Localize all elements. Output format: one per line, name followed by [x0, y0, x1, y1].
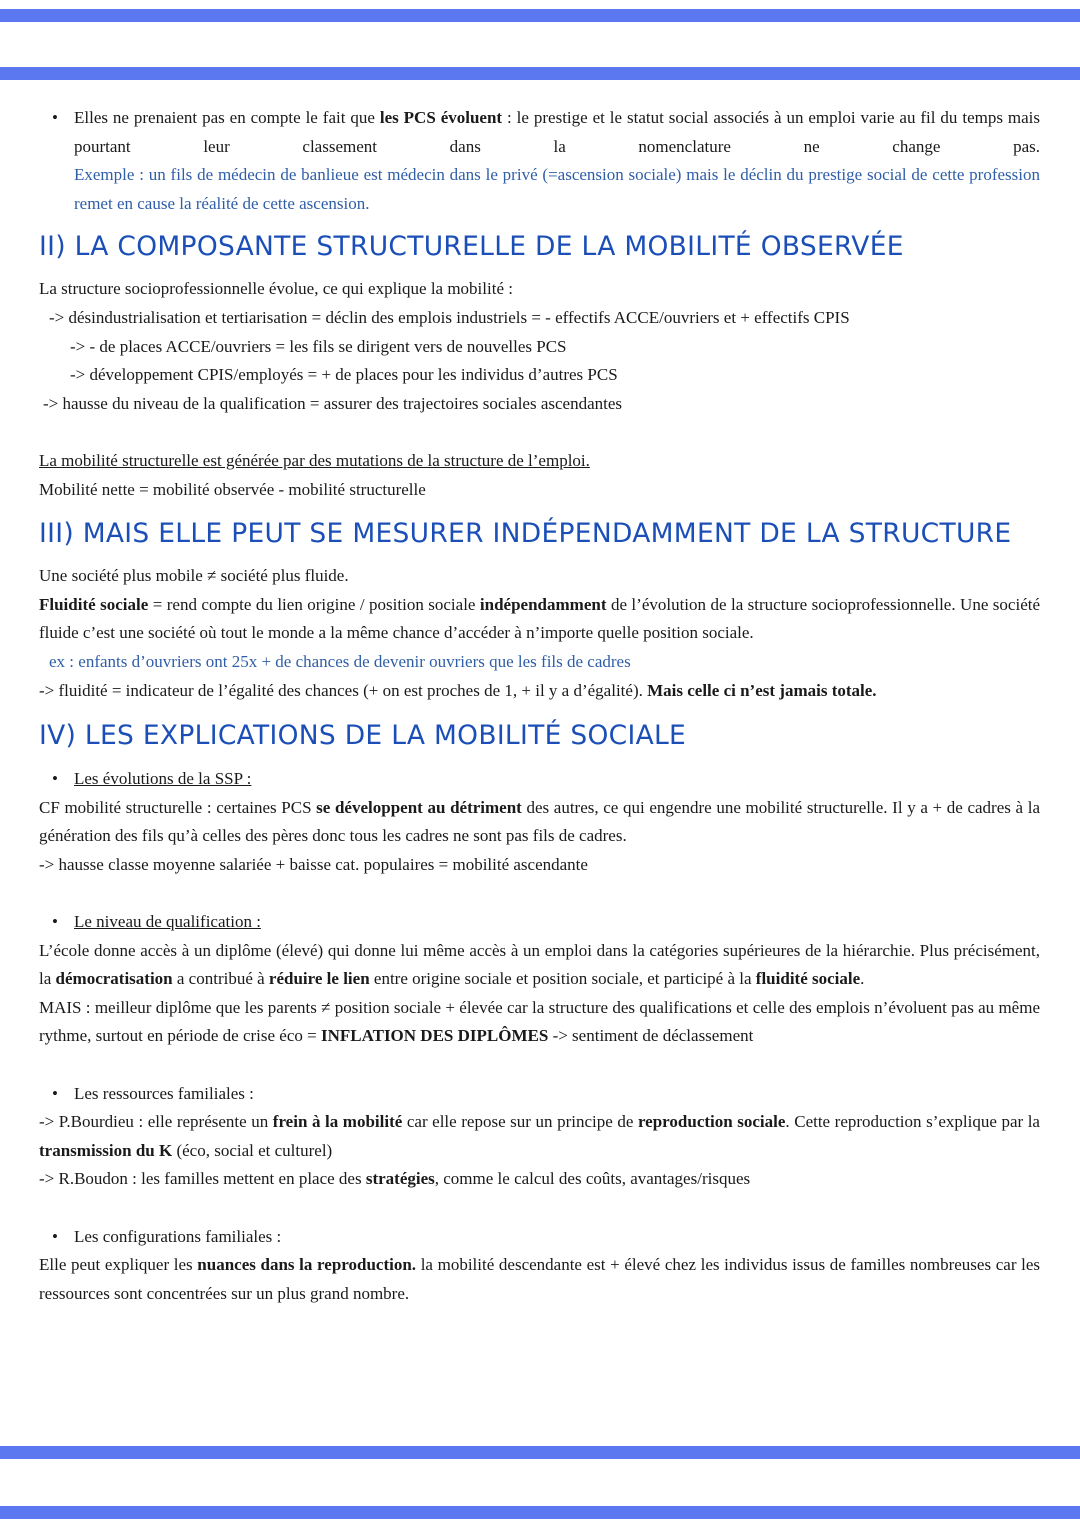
spacer: [39, 1194, 1040, 1223]
qualif-paragraph: L’école donne accès à un diplôme (élevé) qui donne lui même accès à un emploi dans la catégories supérieures de la hiérarchie. Plus précisément, la démocratisation a contribué à réduire le lien entre origine sociale et position sociale, et participé à la fluidité sociale.: [39, 940, 1040, 989]
s2-line: La structure socioprofessionnelle évolue, ce qui explique la mobilité :: [39, 279, 513, 299]
s2-definition: La mobilité structurelle est générée par des mutations de la structure de l’emploi.: [39, 450, 590, 470]
spacer: [39, 879, 1040, 908]
config-list: [39, 1223, 1040, 1252]
s3-fluidity-paragraph: Fluidité sociale = rend compte du lien origine / position sociale indépendamment de l’évolution de la structure socioprofessionnelle. Une société fluide c’est une société où tout le monde a la même chance d’accéder à n’importe quelle position sociale.: [39, 594, 1041, 643]
s2-formula: Mobilité nette = mobilité observée - mobilité structurelle: [39, 479, 426, 499]
qualif-mais-paragraph: MAIS : meilleur diplôme que les parents ≠ position sociale + élevée car la structure des qualifications et celle des emplois n’évoluent pas au même rythme, surtout en période de crise éco = INFLATION DES DIPLÔMES -> sentiment de déclassement: [39, 997, 1040, 1046]
list-item: [74, 104, 1040, 218]
qualif-list: [39, 908, 1040, 937]
top-band-lower: [0, 67, 1080, 80]
list-item: • Les ressources familiales :: [74, 1080, 1040, 1109]
s2-line: -> désindustrialisation et tertiarisation = déclin des emplois industriels = - effectifs ACCE/ouvriers et + effectifs CPIS: [49, 307, 850, 327]
ressources-list: [39, 1080, 1040, 1109]
list-item: • Le niveau de qualification :: [74, 908, 1040, 937]
s3-last-line: -> fluidité = indicateur de l’égalité des chances (+ on est proches de 1, + il y a d’égalité). Mais celle ci n’est jamais totale.: [39, 680, 877, 700]
s2-line: -> hausse du niveau de la qualification = assurer des trajectoires sociales ascendantes: [43, 393, 623, 413]
intro-list: [39, 104, 1040, 218]
s2-line: -> développement CPIS/employés = + de places pour les individus d’autres PCS: [70, 365, 618, 385]
top-band-upper: [0, 9, 1080, 22]
s3-example: ex : enfants d’ouvriers ont 25x + de chances de devenir ouvriers que les fils de cadres: [49, 651, 631, 671]
bottom-band-lower: [0, 1506, 1080, 1519]
intro-paragraph: • Elles ne prenaient pas en compte le fait que les PCS évoluent : le prestige et le statut social associés à un emploi varie au fil du temps mais pourtant leur classement dans la nomenclature ne change pas.: [74, 108, 1040, 156]
section-2-title: II) LA COMPOSANTE STRUCTURELLE DE LA MOBILITÉ OBSERVÉE: [39, 231, 904, 263]
spacer: [39, 1051, 1040, 1080]
boudon-line: -> R.Boudon : les familles mettent en place des stratégies, comme le calcul des coûts, avantages/risques: [39, 1169, 751, 1189]
list-item: • Les évolutions de la SSP :: [74, 765, 1040, 794]
bottom-band-upper: [0, 1446, 1080, 1459]
spacer: [39, 418, 1040, 447]
section-3-title: III) MAIS ELLE PEUT SE MESURER INDÉPENDAMMENT DE LA STRUCTURE: [39, 518, 1012, 550]
s2-line: -> - de places ACCE/ouvriers = les fils se dirigent vers de nouvelles PCS: [70, 336, 567, 356]
document-body: [39, 104, 1040, 1308]
ssp-list: [39, 765, 1040, 794]
section-4-title: IV) LES EXPLICATIONS DE LA MOBILITÉ SOCIALE: [39, 720, 687, 752]
config-paragraph: Elle peut expliquer les nuances dans la reproduction. la mobilité descendante est + élevé chez les individus issus de familles nombreuses car les ressources sont concentrées sur un plus grand nombre.: [39, 1255, 1041, 1303]
ssp-line: -> hausse classe moyenne salariée + baisse cat. populaires = mobilité ascendante: [39, 854, 588, 874]
ssp-paragraph: CF mobilité structurelle : certaines PCS se développent au détriment des autres, ce qui engendre une mobilité structurelle. Il y a + de cadres à la génération des fils qu’à celles des pères donc tous les cadres ne sont pas fils de cadres.: [39, 797, 1040, 846]
list-item: • Les configurations familiales :: [74, 1223, 1040, 1252]
bourdieu-paragraph: -> P.Bourdieu : elle représente un frein à la mobilité car elle repose sur un principe de reproduction sociale. Cette reproduction s’explique par la transmission du K (éco, social et culturel): [39, 1112, 1040, 1160]
s3-line: Une société plus mobile ≠ société plus fluide.: [39, 566, 349, 586]
intro-example: Exemple : un fils de médecin de banlieue est médecin dans le privé (=ascension sociale) mais le déclin du prestige social de cette profession remet en cause la réalité de cette ascension.: [74, 165, 1040, 213]
